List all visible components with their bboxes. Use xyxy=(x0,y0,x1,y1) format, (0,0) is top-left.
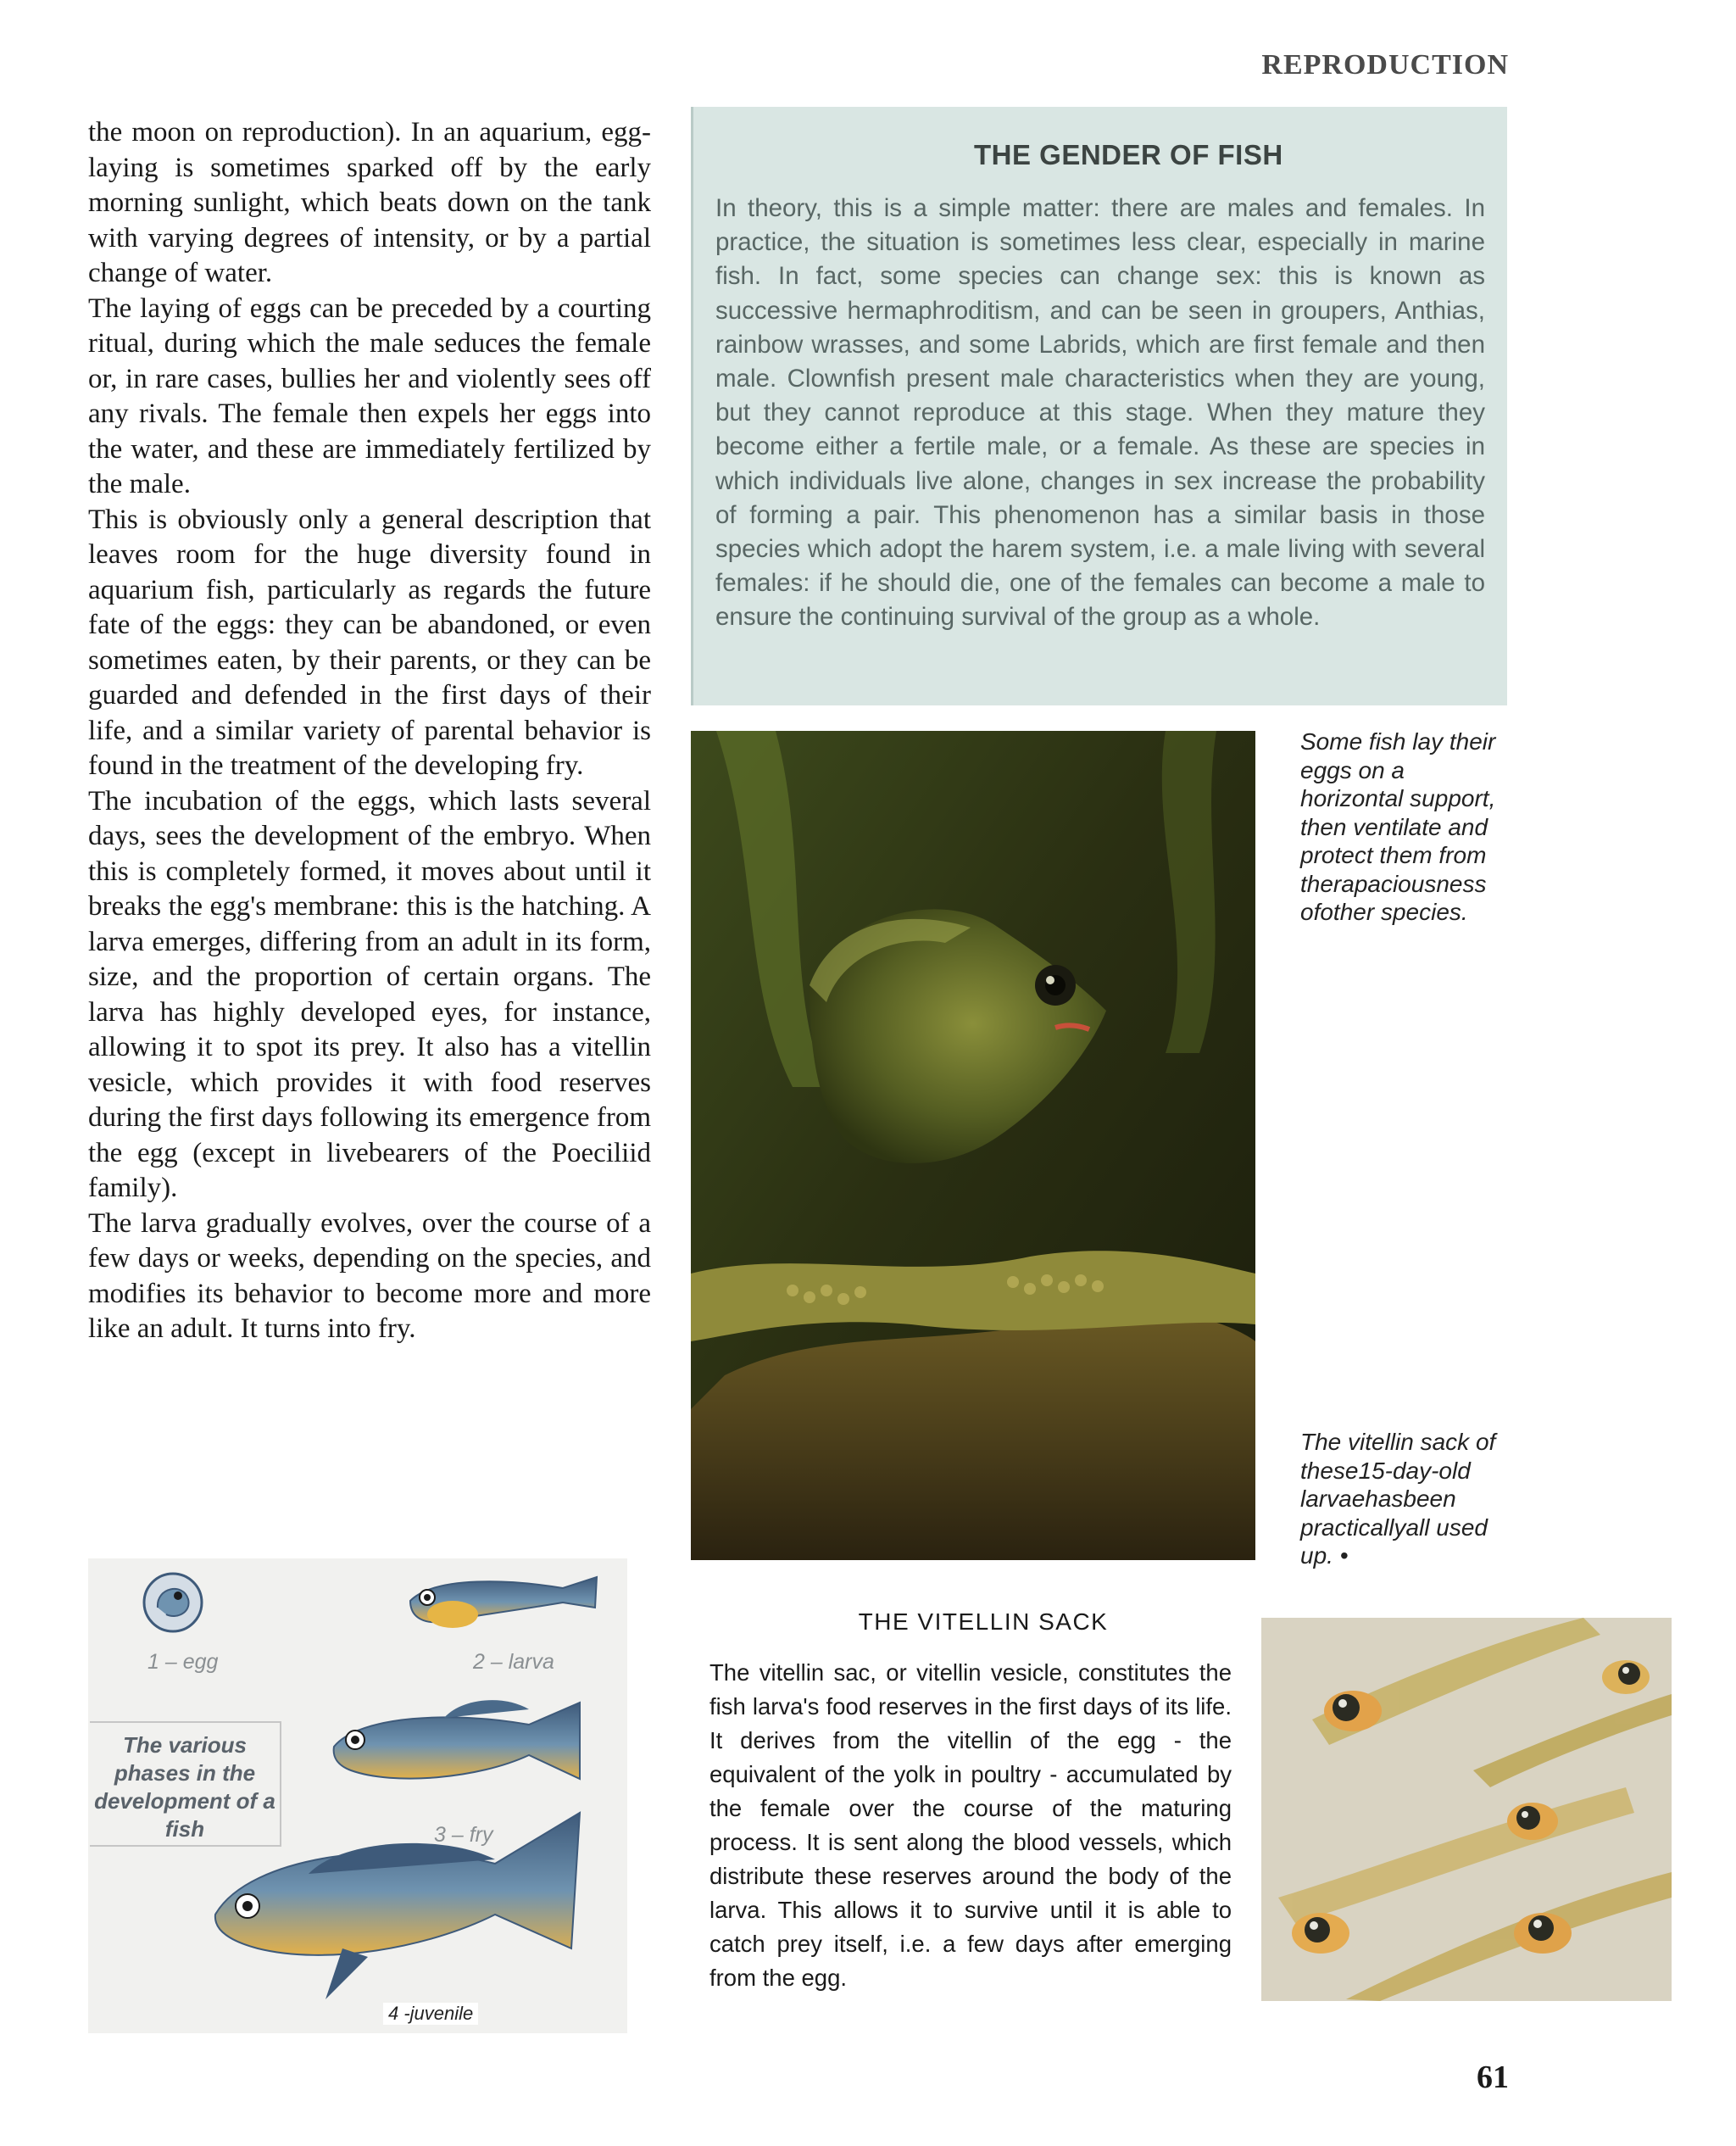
stage-label-egg: 1 – egg xyxy=(147,1650,219,1674)
body-paragraph: The larva gradually evolves, over the course of a few days or weeks, depending on the species, and modifies its behavior to become more and more like an adult. It turns into fry. xyxy=(88,1207,651,1344)
page-number: 61 xyxy=(1477,2060,1509,2095)
body-paragraph: The incubation of the eggs, which lasts several days, sees the development of the embryo. When this is completely formed, it moves about until it breaks the egg's membrane: this is the hatching. A larva emerges, differing from an adult in its form, size, and the proportion of certain organs. The larva has highly developed eyes, for instance, allowing it to spot its prey. It also has a vitellin vesicle, which provides it with food reserves during the first days following its emergence from the egg (except in livebearers of the Poeciliid family). xyxy=(88,785,651,1203)
body-paragraph: The laying of eggs can be preceded by a courting ritual, during which the male seduces the female or, in rare cases, bullies her and violently sees off any rivals. The female then expels her eggs into the water, and these are immediately fertilized by the male. xyxy=(88,293,651,499)
larva-drawing xyxy=(410,1577,597,1628)
cichlid-guarding-eggs-photo xyxy=(691,731,1255,1560)
development-box-title: The various phases in the development of a fish xyxy=(90,1721,281,1847)
stage-label-larva: 2 – larva xyxy=(473,1650,554,1674)
body-text-column xyxy=(88,115,651,1347)
vitellin-sack-text: The vitellin sac, or vitellin vesicle, constitutes the fish larva's food reserves in the first days of its life. It derives from the vitellin of the egg - the equivalent of the yolk in poultry - accumulated by the female over the course of the maturing process. It is sent along the blood vessels, which distribute these reserves around the body of the larva. This allows it to survive until it is able to catch prey itself, i.e. a few days after emerging from the egg. xyxy=(709,1659,1232,1991)
gender-box-title: THE GENDER OF FISH xyxy=(974,139,1283,170)
cichlid-photo-caption: Some fish lay their eggs on a horizontal support, then ventilate and protect them from therapaciousness ofother species. xyxy=(1300,728,1496,925)
stage-label-juvenile: 4 -juvenile xyxy=(383,2003,478,2025)
larvae-photo-caption: The vitellin sack of these15-day-old larvaehasbeen practicallyall used up. • xyxy=(1300,1429,1496,1569)
fry-drawing xyxy=(334,1700,580,1779)
vitellin-sack-title: THE VITELLIN SACK xyxy=(858,1608,1109,1635)
stage-label-fry: 3 – fry xyxy=(434,1823,493,1847)
body-paragraph: This is obviously only a general description that leaves room for the huge diversity found in aquarium fish, particularly as regards the future fate of the eggs: they can be abandoned, or even sometimes eaten, by their parents, or they can be guarded and defended in the first days of their life, and a similar variety of parental behavior is found in the treatment of the developing fry. xyxy=(88,504,651,781)
gender-box-text: In theory, this is a simple matter: there are males and females. In practice, the situation is sometimes less clear, especially in marine fish. In fact, some species can change sex: this is known as successive hermaphroditism, and can be seen in groupers, Anthias, rainbow wrasses, and some Labrids, which are first female and then male. Clownfish present male characteristics when they are young, but they cannot reproduce at this stage. When they mature they become either a fertile male, or a female. As these are species in which individuals live alone, changes in sex increase the probability of forming a pair. This phenomenon has a similar basis in those species which adopt the harem system, i.e. a male living with several females: if he should die, one of the females can become a male to ensure the continuing survival of the group as a whole. xyxy=(715,194,1485,632)
egg-drawing xyxy=(144,1574,202,1631)
fish-development-diagram xyxy=(88,1558,627,2033)
body-paragraph: the moon on reproduction). In an aquarium, egg-laying is sometimes sparked off by the early morning sunlight, which beats down on the tank with varying degrees of intensity, or by a partial change of water. xyxy=(88,117,651,288)
gender-of-fish-box xyxy=(691,107,1507,705)
fish-larvae-photo xyxy=(1261,1618,1672,2001)
running-head: REPRODUCTION xyxy=(1261,49,1509,81)
